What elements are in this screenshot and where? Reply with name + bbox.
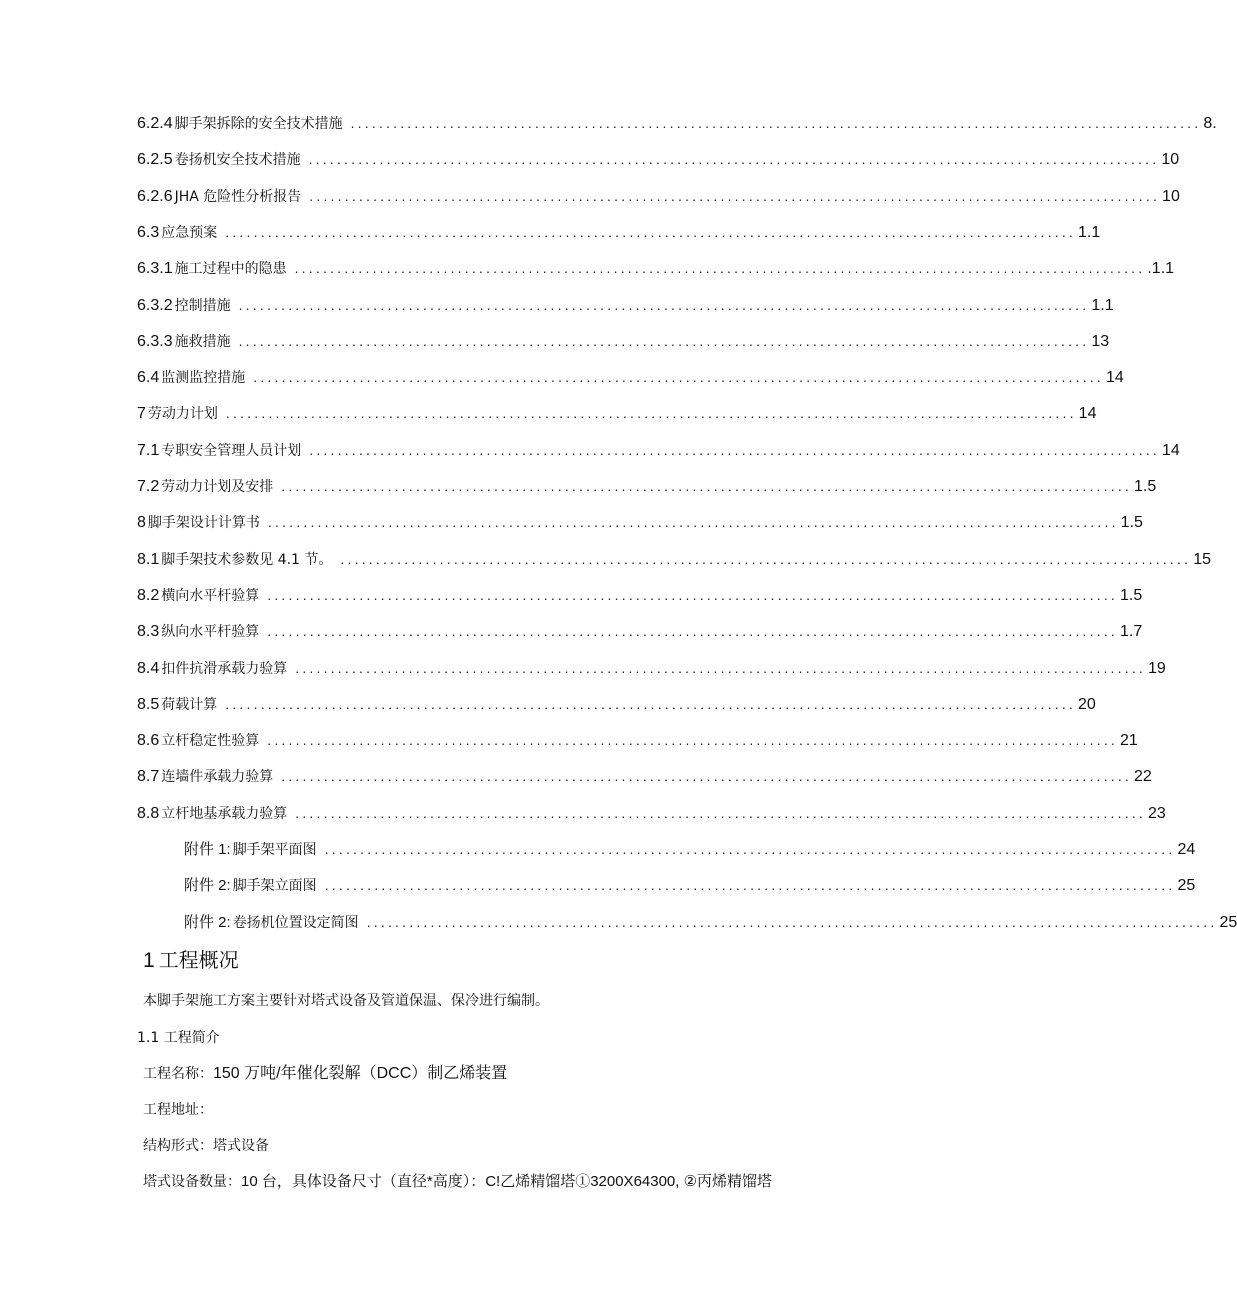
toc-entry-title: 卷扬机安全技术措施 bbox=[174, 152, 301, 169]
toc-entry-number: 7 bbox=[137, 405, 146, 423]
toc-entry[interactable] bbox=[137, 401, 1097, 425]
section-heading bbox=[143, 946, 239, 975]
equipment-count-value: 10 台，具体设备尺寸（直径*高度）：C!乙烯精馏塔①3200X64300, ②丙烯精馏塔 bbox=[241, 1173, 773, 1190]
toc-entry-title: 扣件抗滑承载力验算 bbox=[161, 660, 288, 677]
toc-entry-title: 脚手架技术参数见 4.1 节。 bbox=[161, 551, 333, 568]
toc-entry[interactable] bbox=[137, 147, 1180, 171]
project-address-label: 工程地址： bbox=[143, 1102, 213, 1118]
toc-entry-number: 8.1 bbox=[137, 550, 160, 568]
toc-entry-number: 6.4 bbox=[137, 369, 160, 387]
toc-entry-page: 25 bbox=[1219, 913, 1237, 931]
toc-entry-title: 劳动力计划 bbox=[147, 406, 218, 423]
toc-leader-dots: ........................................................................................................................ bbox=[281, 768, 1133, 785]
toc-leader-dots: ........................................................................................................................ bbox=[253, 369, 1105, 386]
toc-leader-dots: ........................................................................................................................ bbox=[309, 441, 1161, 458]
toc-entry-title: 应急预案 bbox=[161, 224, 218, 241]
toc-entry-page: 20 bbox=[1078, 695, 1096, 713]
toc-entry-page: 14 bbox=[1162, 441, 1180, 459]
toc-leader-dots: ........................................................................................................................ bbox=[340, 550, 1192, 567]
toc-entry-title: 卷扬机位置设定简图 bbox=[232, 914, 359, 931]
section-number: 1 bbox=[143, 949, 155, 972]
toc-entry[interactable] bbox=[137, 438, 1180, 462]
toc-entry-page: 10 bbox=[1161, 151, 1180, 169]
toc-entry-number: 附件 1: bbox=[184, 841, 231, 858]
toc-leader-dots: ........................................................................................................................ bbox=[225, 695, 1077, 712]
toc-entry[interactable] bbox=[137, 764, 1152, 788]
toc-leader-dots: ........................................................................................................................ bbox=[295, 659, 1147, 676]
toc-entry-title: 纵向水平杆验算 bbox=[161, 624, 260, 641]
toc-entry-page: 21 bbox=[1120, 732, 1138, 750]
section-title-text: 工程概况 bbox=[158, 948, 239, 972]
toc-entry-page: 1.5 bbox=[1120, 586, 1143, 604]
toc-entry-title: 脚手架拆除的安全技术措施 bbox=[174, 116, 343, 132]
toc-entry-number: 6.3.3 bbox=[137, 332, 173, 350]
toc-entry-page: 22 bbox=[1134, 768, 1152, 786]
equipment-count-line bbox=[143, 1171, 772, 1193]
toc-entry[interactable] bbox=[184, 873, 1196, 897]
toc-entry-title: 监测监控措施 bbox=[161, 370, 246, 387]
toc-entry[interactable] bbox=[137, 220, 1101, 244]
toc-entry-page: 13 bbox=[1091, 332, 1110, 350]
toc-entry-page: 14 bbox=[1078, 405, 1097, 423]
toc-entry[interactable] bbox=[137, 583, 1143, 607]
toc-entry-number: 7.2 bbox=[137, 478, 160, 495]
project-address-line bbox=[143, 1099, 213, 1121]
toc-entry-number: 8.3 bbox=[137, 623, 160, 641]
toc-entry-number: 附件 2: bbox=[184, 913, 231, 931]
structure-line bbox=[143, 1135, 269, 1157]
toc-entry-number: 6.3.1 bbox=[137, 260, 173, 278]
toc-entry-title: 施救措施 bbox=[174, 333, 231, 350]
toc-entry-number: 6.3.2 bbox=[137, 296, 173, 314]
project-name-line bbox=[143, 1063, 507, 1085]
toc-entry-page: 8. bbox=[1203, 115, 1217, 132]
toc-entry-number: 8.8 bbox=[137, 804, 160, 822]
toc-leader-dots: ........................................................................................................................ bbox=[324, 877, 1176, 894]
toc-entry-number: 8.4 bbox=[137, 659, 160, 677]
toc-leader-dots: ........................................................................................................................ bbox=[281, 478, 1133, 494]
project-name-value: 150 万吨/年催化裂解（DCC）制乙烯装置 bbox=[213, 1065, 508, 1082]
toc-leader-dots: ........................................................................................................................ bbox=[294, 260, 1146, 277]
toc-entry-title: 劳动力计划及安排 bbox=[161, 479, 274, 495]
toc-entry[interactable] bbox=[137, 256, 1175, 280]
toc-entry-number: 8.6 bbox=[137, 732, 160, 750]
toc-entry-number: 8 bbox=[137, 514, 146, 532]
equipment-count-label: 塔式设备数量： bbox=[143, 1174, 241, 1190]
toc-leader-dots: ........................................................................................................................ bbox=[309, 187, 1161, 204]
toc-entry-number: 8.5 bbox=[137, 695, 160, 713]
toc-entry-title: 立杆稳定性验算 bbox=[161, 733, 260, 750]
toc-entry-title: 脚手架设计计算书 bbox=[147, 515, 260, 532]
toc-entry-title: 脚手架立面图 bbox=[232, 878, 317, 895]
toc-leader-dots: ........................................................................................................................ bbox=[366, 913, 1218, 930]
toc-leader-dots: ........................................................................................................................ bbox=[225, 223, 1077, 240]
toc-entry-page: 19 bbox=[1148, 659, 1166, 677]
toc-leader-dots: ........................................................................................................................ bbox=[308, 151, 1160, 168]
toc-entry[interactable] bbox=[137, 184, 1180, 208]
toc-leader-dots: ........................................................................................................................ bbox=[267, 732, 1119, 749]
toc-leader-dots: ........................................................................................................................ bbox=[295, 804, 1147, 821]
toc-entry-number: 8.2 bbox=[137, 586, 160, 604]
project-name-label: 工程名称： bbox=[143, 1066, 213, 1082]
toc-entry[interactable] bbox=[137, 728, 1138, 752]
toc-entry-title: 施工过程中的隐患 bbox=[174, 261, 287, 278]
toc-leader-dots: ........................................................................................................................ bbox=[267, 623, 1119, 640]
toc-entry-number: 6.2.5 bbox=[137, 151, 173, 169]
toc-entry-title: 荷载计算 bbox=[161, 696, 218, 713]
toc-entry[interactable] bbox=[137, 547, 1211, 571]
toc-entry[interactable] bbox=[137, 656, 1166, 680]
toc-entry-page: 1.1 bbox=[1091, 296, 1114, 314]
toc-entry-title: 控制措施 bbox=[174, 297, 231, 314]
toc-leader-dots: ........................................................................................................................ bbox=[267, 514, 1119, 531]
toc-entry-number: 8.7 bbox=[137, 768, 160, 786]
toc-entry[interactable] bbox=[137, 474, 1157, 498]
structure-label: 结构形式： bbox=[143, 1138, 213, 1154]
toc-entry-page: 23 bbox=[1148, 804, 1166, 822]
toc-entry-number: 6.2.6 bbox=[137, 187, 173, 205]
toc-entry-page: 1.5 bbox=[1134, 478, 1157, 495]
toc-entry-number: 6.2.4 bbox=[137, 115, 173, 132]
toc-leader-dots: ........................................................................................................................ bbox=[225, 405, 1077, 422]
toc-entry[interactable] bbox=[184, 837, 1196, 861]
toc-entry[interactable] bbox=[137, 801, 1166, 825]
toc-entry-number: 6.3 bbox=[137, 223, 160, 241]
toc-entry-page: 25 bbox=[1177, 877, 1196, 895]
toc-entry-page: 1.7 bbox=[1120, 623, 1143, 641]
toc-entry[interactable] bbox=[137, 619, 1143, 643]
toc-entry-page: 1.5 bbox=[1120, 514, 1143, 532]
toc-entry-page: 10 bbox=[1162, 187, 1180, 205]
toc-entry[interactable] bbox=[137, 111, 1217, 135]
toc-entry-page: 24 bbox=[1177, 841, 1196, 858]
toc-leader-dots: ........................................................................................................................ bbox=[238, 296, 1090, 313]
toc-entry[interactable] bbox=[137, 692, 1096, 716]
toc-leader-dots: ........................................................................................................................ bbox=[238, 332, 1090, 349]
toc-entry-title: 脚手架平面图 bbox=[232, 842, 317, 858]
toc-leader-dots: ........................................................................................................................ bbox=[324, 841, 1176, 857]
structure-value: 塔式设备 bbox=[213, 1138, 269, 1154]
toc-leader-dots: ........................................................................................................................ bbox=[350, 115, 1202, 131]
toc-entry[interactable] bbox=[137, 329, 1110, 353]
toc-entry-number: 7.1 bbox=[137, 441, 160, 459]
toc-entry[interactable] bbox=[137, 510, 1143, 534]
toc-entry[interactable] bbox=[137, 365, 1124, 389]
toc-leader-dots: ........................................................................................................................ bbox=[267, 586, 1119, 603]
toc-entry[interactable] bbox=[137, 293, 1114, 317]
toc-entry-page: 1.1 bbox=[1078, 223, 1101, 241]
toc-entry[interactable] bbox=[184, 910, 1237, 934]
toc-entry-title: 连墙件承载力验算 bbox=[161, 769, 274, 786]
subsection-heading: 1.1 工程简介 bbox=[137, 1030, 220, 1046]
toc-entry-title: JHA 危险性分析报告 bbox=[174, 188, 302, 205]
toc-entry-title: 横向水平杆验算 bbox=[161, 587, 260, 604]
toc-entry-page: .1.1 bbox=[1147, 260, 1175, 278]
toc-entry-page: 15 bbox=[1193, 550, 1211, 568]
toc-entry-page: 14 bbox=[1106, 369, 1124, 387]
toc-entry-title: 立杆地基承载力验算 bbox=[161, 805, 288, 822]
toc-entry-title: 专职安全管理人员计划 bbox=[161, 442, 302, 459]
toc-entry-number: 附件 2: bbox=[184, 877, 231, 895]
intro-paragraph: 本脚手架施工方案主要针对塔式设备及管道保温、保冷进行编制。 bbox=[143, 993, 549, 1009]
